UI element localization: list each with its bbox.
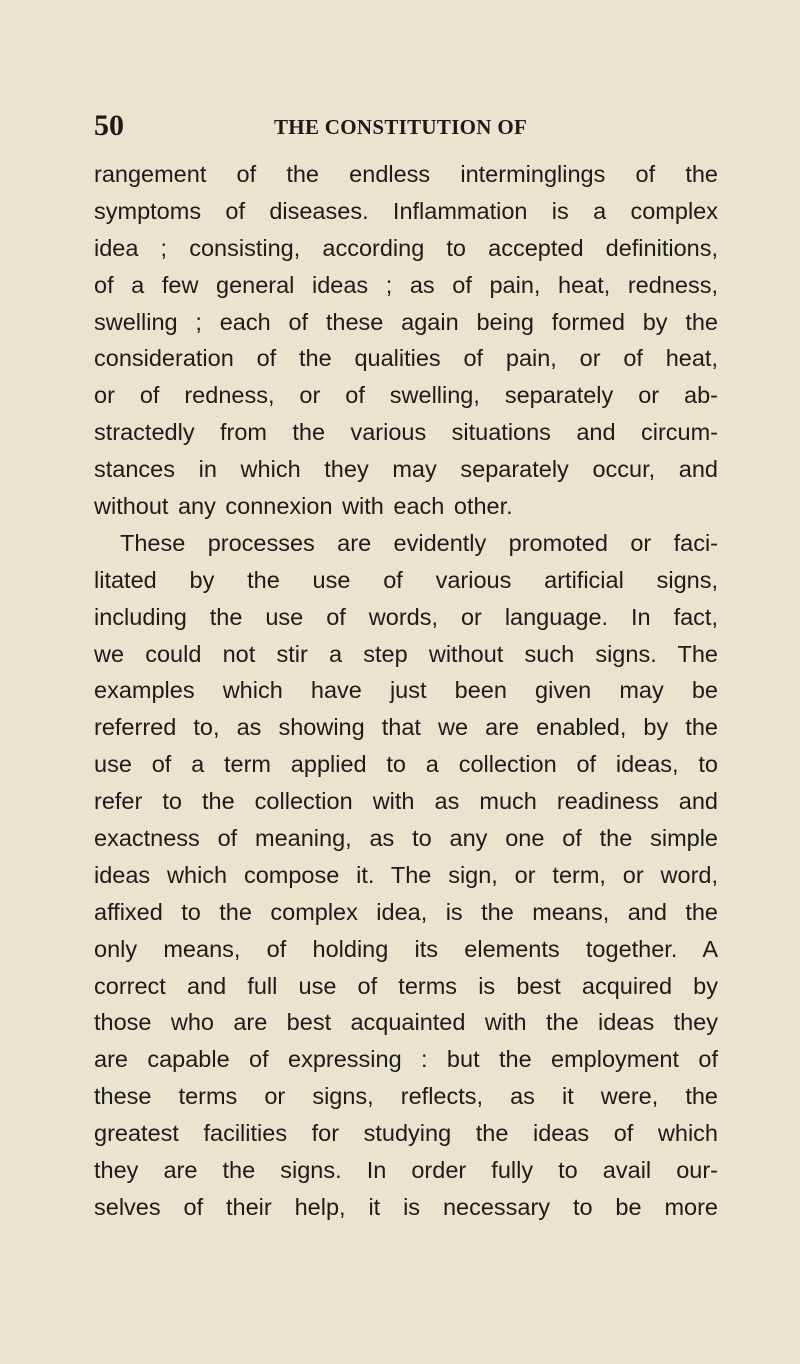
text-line: rangement of the endless interminglings of the xyxy=(94,161,718,187)
text-line: idea ; consisting, according to accepted definitions, xyxy=(94,234,718,261)
text-line: correct and full use of terms is best acquired by xyxy=(94,972,718,999)
body-text xyxy=(94,156,718,1226)
text-line: examples which have just been given may be xyxy=(94,677,718,704)
text-line: including the use of words, or language. In fact, xyxy=(94,603,718,630)
text-line: refer to the collection with as much readiness and xyxy=(94,788,718,815)
text-line: of a few general ideas ; as of pain, heat, redness, xyxy=(94,271,718,298)
text-line: are capable of expressing : but the employment of xyxy=(94,1046,718,1073)
text-line: stances in which they may separately occur, and xyxy=(94,456,718,483)
text-line: These processes are evidently promoted or faci- xyxy=(120,529,718,556)
text-line: they are the signs. In order fully to avail our- xyxy=(94,1157,718,1184)
text-line: only means, of holding its elements together. A xyxy=(94,935,718,962)
page-number: 50 xyxy=(94,109,124,142)
text-line: use of a term applied to a collection of ideas, to xyxy=(94,751,718,778)
text-line: we could not stir a step without such signs. The xyxy=(94,640,718,667)
text-line: those who are best acquainted with the ideas they xyxy=(94,1009,718,1036)
text-line: these terms or signs, reflects, as it were, the xyxy=(94,1083,718,1110)
text-line: litated by the use of various artificial signs, xyxy=(94,566,718,593)
text-line: or of redness, or of swelling, separately or ab- xyxy=(94,382,718,409)
page-header xyxy=(94,108,714,144)
text-line: symptoms of diseases. Inflammation is a complex xyxy=(94,197,718,224)
text-line: selves of their help, it is necessary to be more xyxy=(94,1193,718,1220)
text-line: affixed to the complex idea, is the means, and the xyxy=(94,898,718,925)
text-line: ideas which compose it. The sign, or term, or word, xyxy=(94,861,718,888)
text-line: swelling ; each of these again being formed by the xyxy=(94,308,718,335)
text-line: greatest facilities for studying the ideas of which xyxy=(94,1120,718,1147)
text-line: without any connexion with each other. xyxy=(94,493,513,520)
text-line: referred to, as showing that we are enabled, by the xyxy=(94,714,718,741)
text-line: consideration of the qualities of pain, or of heat, xyxy=(94,345,718,372)
text-line: exactness of meaning, as to any one of the simple xyxy=(94,825,718,852)
text-line: stractedly from the various situations and circum- xyxy=(94,419,718,446)
running-head: THE CONSTITUTION OF xyxy=(274,115,528,139)
